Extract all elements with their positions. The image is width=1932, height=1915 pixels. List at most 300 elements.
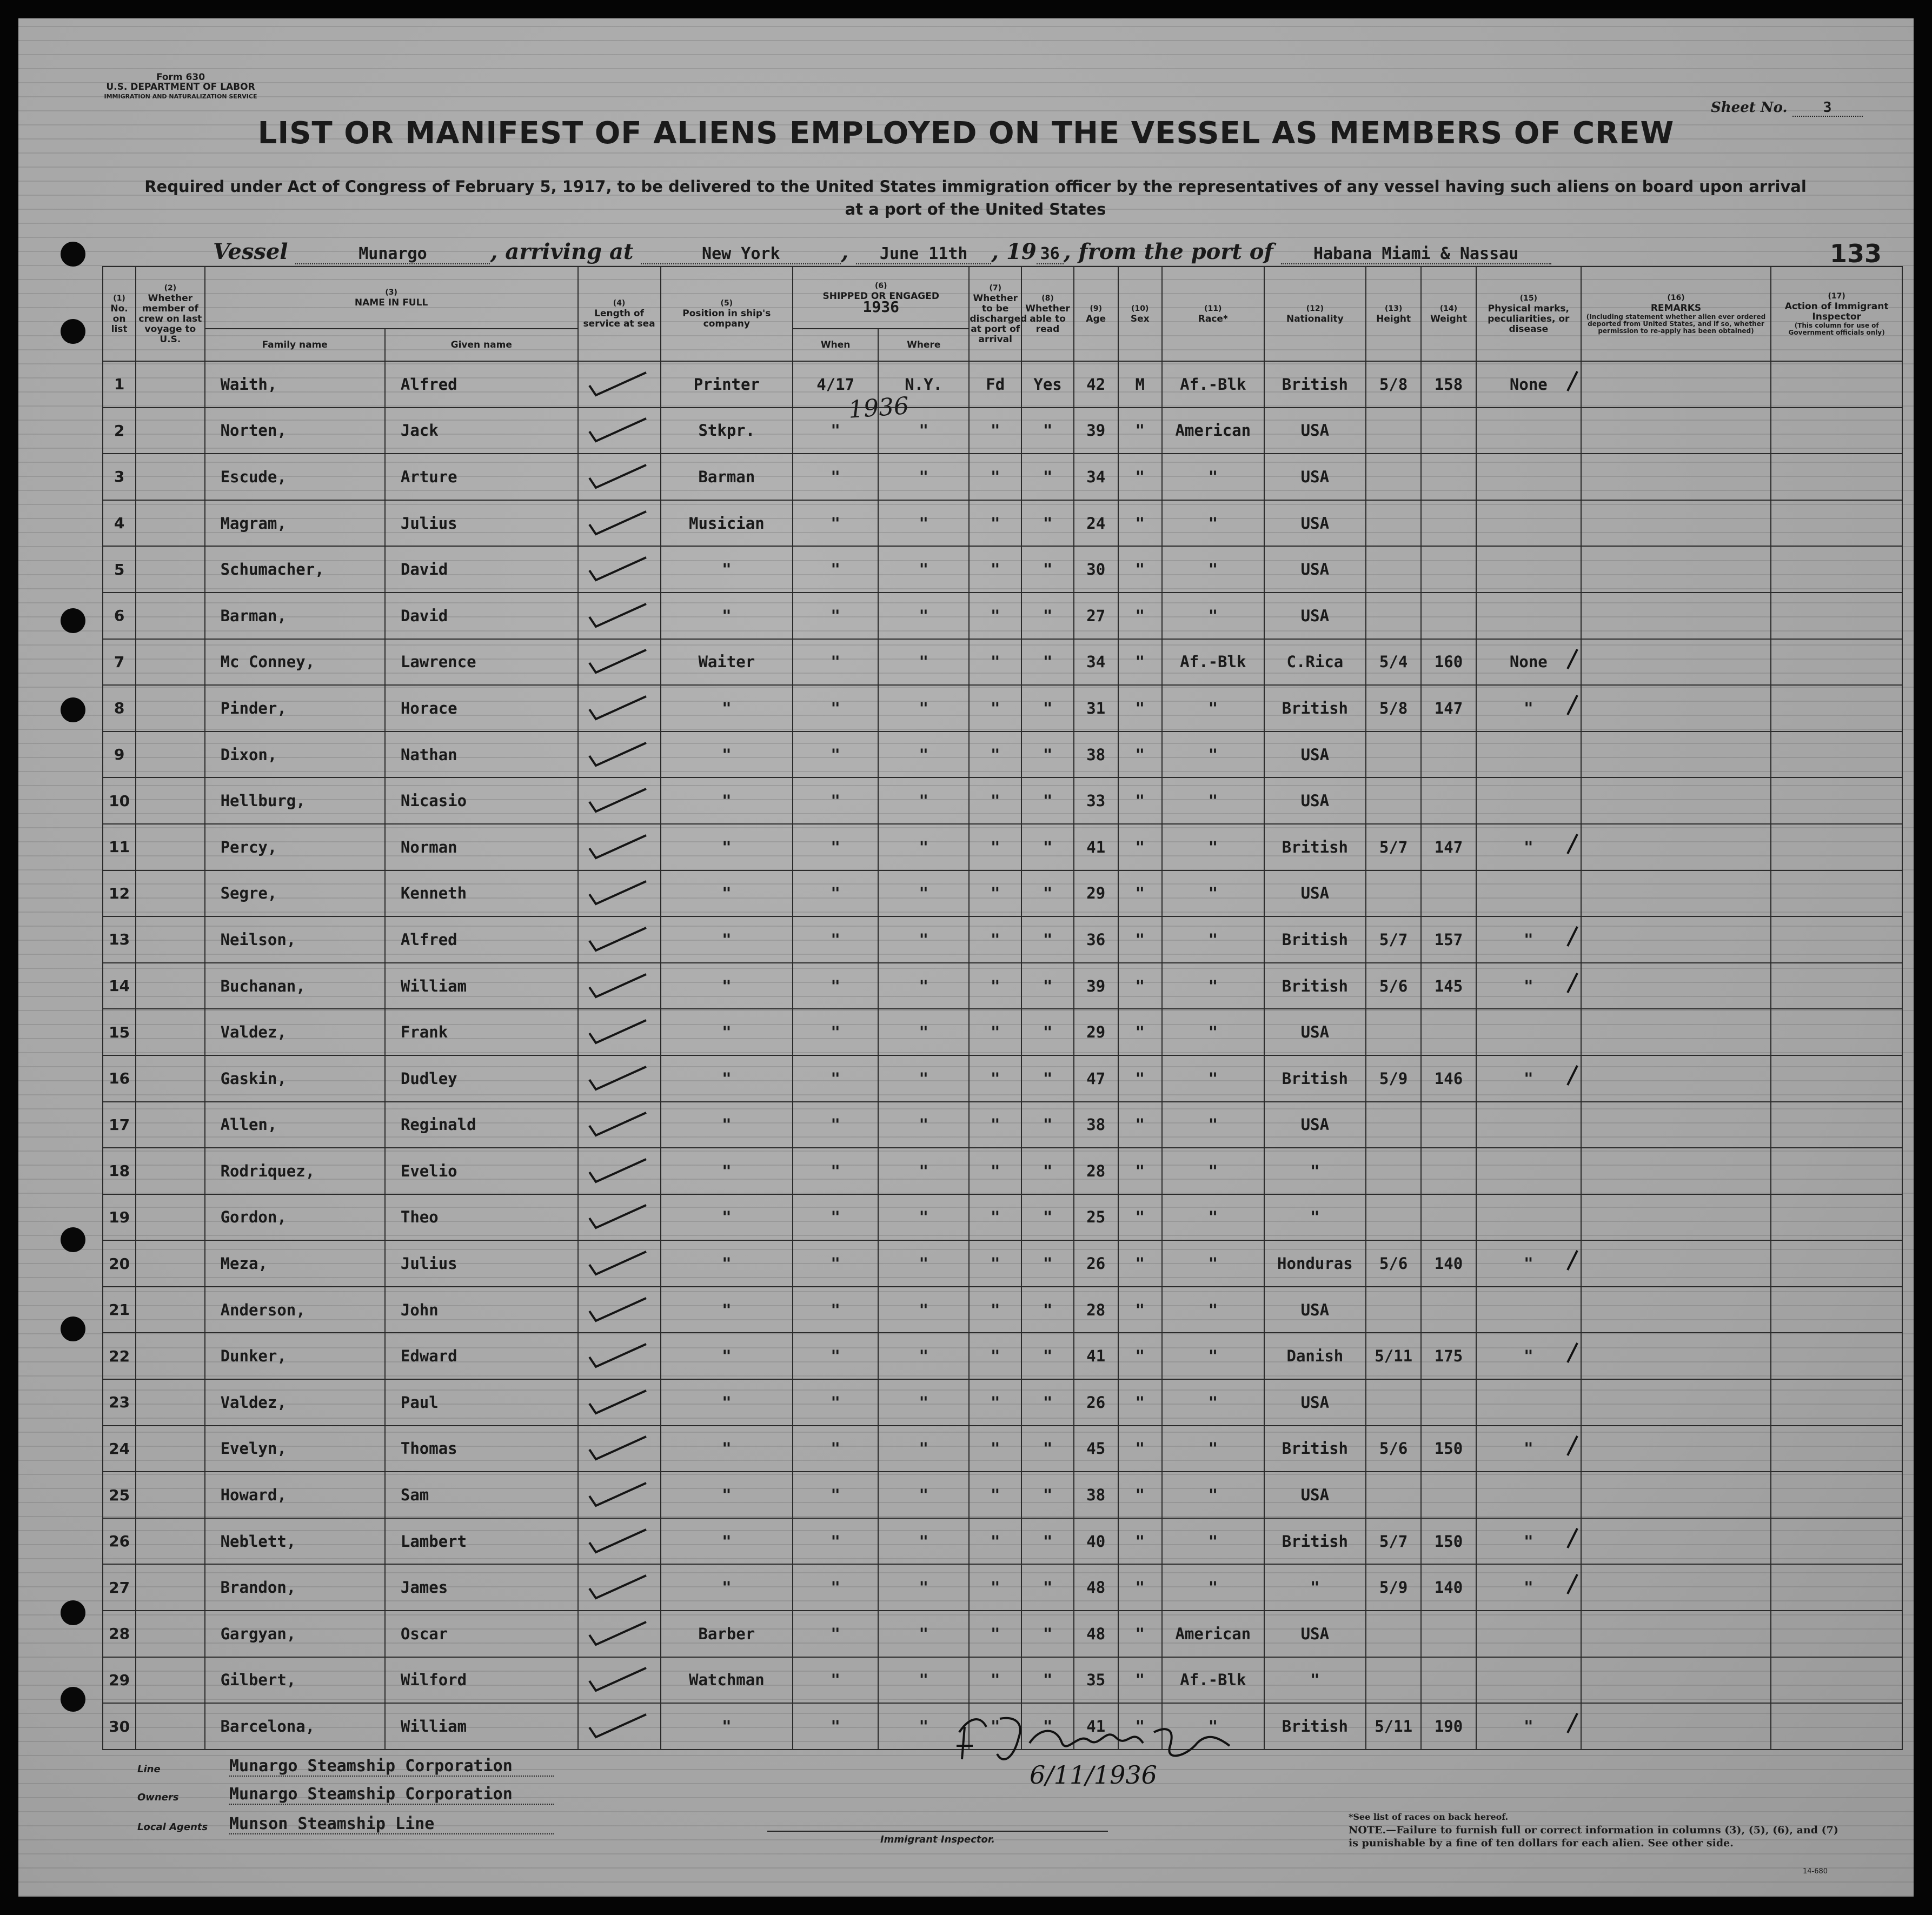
inspector-tick-icon (1565, 693, 1579, 717)
shipped-where: " (878, 870, 969, 917)
weight (1421, 546, 1476, 593)
race: Af.-Blk (1162, 361, 1264, 408)
family-name: Barcelona, (205, 1703, 385, 1750)
header-family-name: Family name (205, 329, 385, 361)
remarks (1581, 963, 1771, 1009)
height: 5/4 (1366, 639, 1421, 686)
race: " (1162, 500, 1264, 547)
line-label: Line (137, 1764, 161, 1775)
physical-marks (1476, 454, 1581, 500)
nationality: Honduras (1264, 1240, 1366, 1287)
table-row (103, 777, 1902, 824)
physical-marks (1476, 408, 1581, 454)
able-to-read: " (1021, 1611, 1074, 1657)
discharged: " (969, 500, 1021, 547)
shipped-where: " (878, 1657, 969, 1704)
physical-marks: " (1476, 1564, 1581, 1611)
age: 48 (1074, 1611, 1118, 1657)
discharged: " (969, 1287, 1021, 1333)
remarks (1581, 1102, 1771, 1148)
inspector-action (1771, 1518, 1902, 1565)
inspector-action (1771, 916, 1902, 963)
shipped-when: " (793, 1148, 878, 1194)
header-position: (5) Position in ship's company (661, 267, 793, 361)
shipped-when: " (793, 500, 878, 547)
discharged: " (969, 685, 1021, 732)
inspector-label: Immigrant Inspector. (767, 1831, 1108, 1845)
nationality: USA (1264, 454, 1366, 500)
shipped-where: " (878, 1333, 969, 1379)
race: " (1162, 546, 1264, 593)
able-to-read: " (1021, 1287, 1074, 1333)
inspector-tick-icon (1565, 1526, 1579, 1550)
discharged: " (969, 1148, 1021, 1194)
row-number: 25 (103, 1472, 136, 1518)
inspector-action (1771, 546, 1902, 593)
age: 31 (1074, 685, 1118, 732)
check-mark-icon (584, 1247, 654, 1280)
able-to-read: " (1021, 1148, 1074, 1194)
last-voyage-cell (136, 1379, 204, 1426)
position: " (661, 1379, 793, 1426)
weight: 190 (1421, 1703, 1476, 1750)
shipped-where: " (878, 1055, 969, 1102)
weight (1421, 1611, 1476, 1657)
physical-marks (1476, 1611, 1581, 1657)
inspector-signature (948, 1694, 1251, 1792)
punch-hole (61, 1316, 85, 1341)
sex: " (1118, 1194, 1163, 1241)
discharged: " (969, 916, 1021, 963)
header-race: (11) Race* (1162, 267, 1264, 361)
physical-marks (1476, 1102, 1581, 1148)
given-name: Evelio (385, 1148, 578, 1194)
weight (1421, 1657, 1476, 1704)
given-name: Lambert (385, 1518, 578, 1565)
race: " (1162, 1102, 1264, 1148)
remarks (1581, 1426, 1771, 1472)
able-to-read: " (1021, 639, 1074, 686)
inspector-action (1771, 1240, 1902, 1287)
table-row (103, 500, 1902, 547)
able-to-read: " (1021, 1009, 1074, 1055)
position: Musician (661, 500, 793, 547)
able-to-read: " (1021, 593, 1074, 639)
physical-marks: " (1476, 963, 1581, 1009)
remarks (1581, 1148, 1771, 1194)
last-voyage-cell (136, 1240, 204, 1287)
sex: " (1118, 1564, 1163, 1611)
physical-marks (1476, 1472, 1581, 1518)
weight (1421, 1194, 1476, 1241)
inspector-action (1771, 1657, 1902, 1704)
header-sex: (10) Sex (1118, 267, 1163, 361)
family-name: Howard, (205, 1472, 385, 1518)
weight (1421, 870, 1476, 917)
sex: " (1118, 500, 1163, 547)
weight: 150 (1421, 1518, 1476, 1565)
age: 38 (1074, 1472, 1118, 1518)
sheet-number (1711, 99, 1863, 117)
remarks (1581, 1287, 1771, 1333)
weight: 157 (1421, 916, 1476, 963)
given-name: Jack (385, 408, 578, 454)
inspector-tick-icon (1565, 832, 1579, 856)
age: 28 (1074, 1287, 1118, 1333)
family-name: Neilson, (205, 916, 385, 963)
position: " (661, 1102, 793, 1148)
able-to-read: " (1021, 1379, 1074, 1426)
check-mark-icon (584, 1340, 654, 1372)
given-name: William (385, 1703, 578, 1750)
sex: " (1118, 1102, 1163, 1148)
last-voyage-cell (136, 1009, 204, 1055)
race: " (1162, 1333, 1264, 1379)
position: " (661, 593, 793, 639)
physical-marks: " (1476, 916, 1581, 963)
inspector-tick-icon (1565, 1434, 1579, 1458)
agents-label: Local Agents (137, 1821, 208, 1833)
inspector-action (1771, 870, 1902, 917)
last-voyage-cell (136, 1055, 204, 1102)
remarks (1581, 1240, 1771, 1287)
height (1366, 546, 1421, 593)
header-length-of-service: (4) Length of service at sea (578, 267, 661, 361)
nationality: British (1264, 1518, 1366, 1565)
able-to-read: " (1021, 500, 1074, 547)
shipped-where: " (878, 1564, 969, 1611)
row-number: 28 (103, 1611, 136, 1657)
weight: 140 (1421, 1240, 1476, 1287)
able-to-read: " (1021, 1240, 1074, 1287)
discharged: " (969, 1472, 1021, 1518)
family-name: Rodriquez, (205, 1148, 385, 1194)
header-nationality: (12) Nationality (1264, 267, 1366, 361)
height: 5/7 (1366, 824, 1421, 870)
last-voyage-cell (136, 1287, 204, 1333)
service-check (578, 1657, 661, 1704)
table-row (103, 454, 1902, 500)
agents-value: Munson Steamship Line (229, 1814, 554, 1834)
position: " (661, 916, 793, 963)
nationality: " (1264, 1564, 1366, 1611)
header-name-in-full: (3) NAME IN FULL (205, 267, 578, 329)
row-number: 11 (103, 824, 136, 870)
shipped-where: " (878, 408, 969, 454)
last-voyage-cell (136, 1703, 204, 1750)
family-name: Brandon, (205, 1564, 385, 1611)
remarks (1581, 1564, 1771, 1611)
nationality: British (1264, 685, 1366, 732)
nationality: USA (1264, 777, 1366, 824)
height: 5/8 (1366, 685, 1421, 732)
discharged: " (969, 1518, 1021, 1565)
shipped-when: " (793, 1240, 878, 1287)
shipped-where: " (878, 1240, 969, 1287)
able-to-read: " (1021, 685, 1074, 732)
age: 48 (1074, 1564, 1118, 1611)
height (1366, 870, 1421, 917)
age: 24 (1074, 500, 1118, 547)
age: 26 (1074, 1240, 1118, 1287)
check-mark-icon (584, 739, 654, 771)
age: 28 (1074, 1148, 1118, 1194)
nationality: USA (1264, 593, 1366, 639)
inspector-action (1771, 1102, 1902, 1148)
nationality: USA (1264, 500, 1366, 547)
given-name: Julius (385, 500, 578, 547)
physical-marks (1476, 1194, 1581, 1241)
age: 38 (1074, 732, 1118, 778)
last-voyage-cell (136, 546, 204, 593)
check-mark-icon (584, 600, 654, 632)
shipped-when: " (793, 824, 878, 870)
row-number: 3 (103, 454, 136, 500)
height (1366, 1379, 1421, 1426)
remarks (1581, 593, 1771, 639)
position: " (661, 824, 793, 870)
able-to-read: " (1021, 777, 1074, 824)
check-mark-icon (584, 414, 654, 447)
weight (1421, 732, 1476, 778)
shipped-when: " (793, 916, 878, 963)
race: " (1162, 1009, 1264, 1055)
service-check (578, 1472, 661, 1518)
age: 34 (1074, 639, 1118, 686)
race: " (1162, 732, 1264, 778)
able-to-read: " (1021, 1703, 1074, 1750)
position: " (661, 1287, 793, 1333)
check-mark-icon (584, 1479, 654, 1511)
punch-hole (61, 697, 85, 722)
last-voyage-cell (136, 1564, 204, 1611)
shipped-where: " (878, 1426, 969, 1472)
remarks (1581, 777, 1771, 824)
remarks (1581, 361, 1771, 408)
shipped-where: " (878, 1287, 969, 1333)
header-where: Where (878, 329, 969, 361)
remarks (1581, 1194, 1771, 1241)
service-check (578, 685, 661, 732)
race: Af.-Blk (1162, 639, 1264, 686)
arrival-date: June 11th (856, 244, 991, 264)
height: 5/6 (1366, 1426, 1421, 1472)
check-mark-icon (584, 923, 654, 956)
age: 45 (1074, 1426, 1118, 1472)
family-name: Percy, (205, 824, 385, 870)
able-to-read: " (1021, 1518, 1074, 1565)
family-name: Gordon, (205, 1194, 385, 1241)
nationality: British (1264, 916, 1366, 963)
weight: 145 (1421, 963, 1476, 1009)
table-row (103, 685, 1902, 732)
last-voyage-cell (136, 408, 204, 454)
physical-marks (1476, 870, 1581, 917)
weight (1421, 454, 1476, 500)
service-check (578, 500, 661, 547)
discharged: " (969, 732, 1021, 778)
discharged: " (969, 777, 1021, 824)
height (1366, 1009, 1421, 1055)
given-name: Julius (385, 1240, 578, 1287)
signature-date: 6/11/1936 (1030, 1760, 1157, 1790)
inspector-tick-icon (1565, 1572, 1579, 1596)
sex: " (1118, 546, 1163, 593)
weight: 147 (1421, 685, 1476, 732)
last-voyage-cell (136, 1472, 204, 1518)
given-name: James (385, 1564, 578, 1611)
height (1366, 1287, 1421, 1333)
able-to-read: " (1021, 870, 1074, 917)
crew-rows (103, 361, 1902, 1750)
remarks (1581, 1611, 1771, 1657)
nationality: Danish (1264, 1333, 1366, 1379)
service-check (578, 1102, 661, 1148)
race: " (1162, 1518, 1264, 1565)
physical-marks (1476, 1379, 1581, 1426)
inspector-tick-icon (1565, 1341, 1579, 1365)
row-number: 18 (103, 1148, 136, 1194)
departure-ports: Habana Miami & Nassau (1281, 244, 1551, 264)
table-row (103, 1333, 1902, 1379)
row-number: 21 (103, 1287, 136, 1333)
sex: " (1118, 916, 1163, 963)
table-row (103, 1564, 1902, 1611)
position: " (661, 1009, 793, 1055)
table-row (103, 1426, 1902, 1472)
physical-marks (1476, 1657, 1581, 1704)
form-number: Form 630 (156, 72, 205, 83)
height: 5/9 (1366, 1564, 1421, 1611)
nationality: British (1264, 1703, 1366, 1750)
nationality: C.Rica (1264, 639, 1366, 686)
position: " (661, 1240, 793, 1287)
weight (1421, 777, 1476, 824)
service-check (578, 1379, 661, 1426)
service-check (578, 1009, 661, 1055)
inspector-action (1771, 1426, 1902, 1472)
family-name: Valdez, (205, 1379, 385, 1426)
able-to-read: " (1021, 1102, 1074, 1148)
vessel-name: Munargo (295, 244, 490, 264)
row-number: 23 (103, 1379, 136, 1426)
check-mark-icon (584, 970, 654, 1002)
shipped-where: N.Y. (878, 361, 969, 408)
sex: " (1118, 1240, 1163, 1287)
physical-marks: " (1476, 1240, 1581, 1287)
race: " (1162, 1287, 1264, 1333)
table-row (103, 1518, 1902, 1565)
shipped-where: " (878, 1379, 969, 1426)
nationality: USA (1264, 1102, 1366, 1148)
row-number: 13 (103, 916, 136, 963)
nationality: " (1264, 1194, 1366, 1241)
from-port-label: , from the port of (1063, 239, 1273, 264)
discharged: " (969, 1194, 1021, 1241)
weight (1421, 1009, 1476, 1055)
table-row (103, 639, 1902, 686)
row-number: 26 (103, 1518, 136, 1565)
remarks (1581, 639, 1771, 686)
height: 5/6 (1366, 1240, 1421, 1287)
position: Barman (661, 454, 793, 500)
discharged: " (969, 1240, 1021, 1287)
row-number: 12 (103, 870, 136, 917)
sex: " (1118, 870, 1163, 917)
row-number: 7 (103, 639, 136, 686)
nationality: USA (1264, 1379, 1366, 1426)
family-name: Dunker, (205, 1333, 385, 1379)
header-discharged: (7) Whether to be discharged at port of arrival (969, 267, 1021, 361)
able-to-read: " (1021, 1055, 1074, 1102)
physical-marks (1476, 732, 1581, 778)
header-inspector-action: (17) Action of Immigrant Inspector (This column for use of Government officials only) (1771, 267, 1902, 361)
height (1366, 1611, 1421, 1657)
family-name: Segre, (205, 870, 385, 917)
weight (1421, 408, 1476, 454)
position: Stkpr. (661, 408, 793, 454)
last-voyage-cell (136, 1426, 204, 1472)
check-mark-icon (584, 1525, 654, 1558)
table-row (103, 963, 1902, 1009)
race: " (1162, 1472, 1264, 1518)
row-number: 10 (103, 777, 136, 824)
shipped-where: " (878, 1472, 969, 1518)
able-to-read: " (1021, 1426, 1074, 1472)
discharged: " (969, 1657, 1021, 1704)
service-check (578, 1333, 661, 1379)
inspector-action (1771, 685, 1902, 732)
physical-marks: " (1476, 1518, 1581, 1565)
shipped-when: " (793, 963, 878, 1009)
document-code: 14-680 (1803, 1867, 1828, 1876)
shipped-when: " (793, 639, 878, 686)
check-mark-icon (584, 1201, 654, 1233)
age: 42 (1074, 361, 1118, 408)
discharged: " (969, 1611, 1021, 1657)
discharged: " (969, 1379, 1021, 1426)
owners-label: Owners (137, 1792, 179, 1803)
sex: " (1118, 1426, 1163, 1472)
service-check (578, 593, 661, 639)
family-name: Buchanan, (205, 963, 385, 1009)
header-remarks: (16) REMARKS (Including statement whether alien ever ordered deported from United States, and if so, whether permission to re-apply has been obtained) (1581, 267, 1771, 361)
inspector-action (1771, 1055, 1902, 1102)
race: " (1162, 1194, 1264, 1241)
service-check (578, 963, 661, 1009)
header-shipped-engaged: (6) SHIPPED OR ENGAGED 1936 (793, 267, 969, 329)
height: 5/6 (1366, 963, 1421, 1009)
given-name: David (385, 546, 578, 593)
remarks (1581, 916, 1771, 963)
row-number: 19 (103, 1194, 136, 1241)
able-to-read: " (1021, 546, 1074, 593)
table-row (103, 870, 1902, 917)
remarks (1581, 546, 1771, 593)
arriving-port: New York (641, 244, 841, 264)
position: " (661, 546, 793, 593)
given-name: Thomas (385, 1426, 578, 1472)
able-to-read: " (1021, 916, 1074, 963)
family-name: Evelyn, (205, 1426, 385, 1472)
nationality: British (1264, 824, 1366, 870)
race: American (1162, 1611, 1264, 1657)
shipped-when: " (793, 454, 878, 500)
sex: " (1118, 454, 1163, 500)
check-mark-icon (584, 1294, 654, 1326)
shipped-where: " (878, 1703, 969, 1750)
age: 27 (1074, 593, 1118, 639)
